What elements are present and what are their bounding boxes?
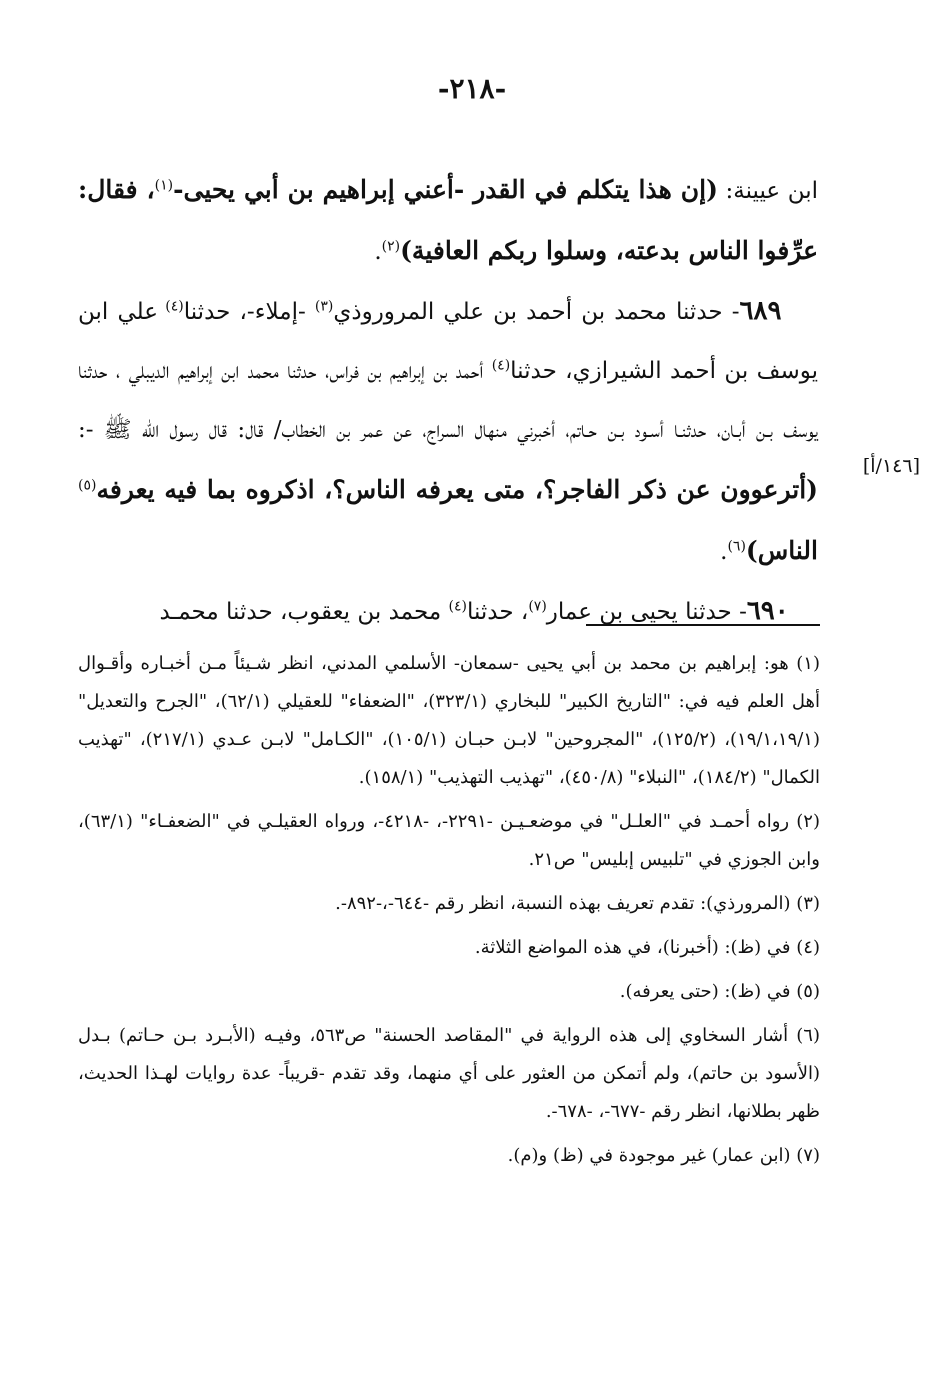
footnote-ref: (٤) [165,298,184,315]
footnote-item [78,645,820,797]
footnote-text: في (ظ): (حتى يعرفه). [619,981,791,1002]
footnote-text: (المرورذي): تقدم تعريف بهذه النسبة، انظر رقم -٦٤٤-،-٨٩٢-. [335,893,791,914]
footnote-separator [586,624,820,626]
quote-bold: (أترعوون عن ذكر الفاجر؟، متى يعرفه الناس؟، اذكروه بما فيه يعرفه [96,475,818,504]
footnotes [78,645,820,1181]
footnote-ref: (٤) [491,357,511,374]
footnote-item [78,803,820,879]
margin-folio-note: [١٤٦/أ] [862,455,920,477]
footnote-ref: (٥) [78,477,97,494]
footnote-item [78,1017,820,1131]
quote-bold: ، فقال: عرِّفوا الناس بدعته، وسلوا ربكم العافية) [78,175,818,265]
footnote-text: (ابن عمار) غير موجودة في (ظ) و(م). [507,1145,791,1166]
paragraph-690 [78,582,818,642]
footnote-ref: (٧) [528,598,547,615]
footnote-ref: (٣) [314,298,334,315]
paragraph-689 [78,282,818,582]
footnote-ref: (١) [154,177,174,194]
footnote-label: (٥) [796,981,820,1002]
footnote-label: (٢) [796,811,820,832]
text-run: - حدثنا محمد بن أحمد بن علي المروروذي [333,299,740,325]
quote-bold: الناس) [745,536,818,565]
text-run: . [720,539,728,565]
hadith-number: ٦٩٠ [746,596,789,626]
footnote-text: في (ظ): (أخبرنا)، في هذه المواضع الثلاثة. [474,937,791,958]
paragraph-1 [78,160,818,282]
footnote-label: (٤) [796,937,820,958]
footnote-text: هو: إبراهيم بن محمد بن أبي يحيى -سمعان- الأسلمي المدني، انظر شـيئاً مـن أخبـاره وأقـوال أهل العلم فيه في: "التاريخ الكبير" للبخاري (٣٢٣/١)، "الضعفاء" للعقيلي (٦٢/١)، "الجرح والتعديل" (١٩/١،١٩/١)، (١٢٥/٢)، "المجروحين" لابـن حبـان (١٠٥/١)، "الكـامل" لابـن عـدي (٢١٧/١)، "تهذيب الكمال" (١٨٤/٢)، "النبلاء" (٤٥٠/٨)، "تهذيب التهذيب" (١٥٨/١). [78,653,821,788]
text-run: -إملاء-، حدثنا [183,299,315,325]
footnote-text: رواه أحمـد في "العلـل" في موضعـيـن -٢٢٩١-، -٤٢١٨-، ورواه العقيلـي في "الضعفـاء" (٦٣/١)، وابن الجوزي في "تلبيس إبليس" ص٢١. [78,811,820,870]
footnote-label: (٧) [796,1145,820,1166]
footnote-item [78,929,820,967]
text-run: . [374,239,382,265]
footnote-label: (٦) [796,1025,820,1046]
text-run: أحمد بن إبراهيم بن فراس، حدثنا محمد ابن إبراهيم الديبلي ، حدثنا يوسف بـن أبـان، حدثنـا أسـود بـن حـاتم، أخبرني منهال السراج، عن عمر بن الخطاب/ قال: قال رسول الله ﷺ -: [78,358,818,443]
text-run: محمد بن يعقوب، حدثنا محمـد [159,599,449,625]
hadith-number: ٦٨٩ [739,296,782,326]
footnote-label: (١) [796,653,820,674]
footnote-item [78,973,820,1011]
text-run: - حدثنا يحيى بن عمار [546,599,747,625]
footnote-text: أشار السخاوي إلى هذه الرواية في "المقاصد الحسنة" ص٥٦٣، وفيـه (الأبـرد بـن حـاتم) بـدل (الأسود بن حاتم)، ولم أتمكن من العثور على أي منهما، وقد تقدم -قريباً- عدة روايات لهـذا الحديث، ظهر بطلانها، انظر رقم -٦٧٧-، -٦٧٨-. [78,1025,820,1122]
quote-bold: (إن هذا يتكلم في القدر -أعني إبراهيم بن أبي يحيى- [173,175,718,204]
footnote-item [78,1137,820,1175]
text-run: علي ابن يوسف بن أحمد الشيرازي، حدثنا [78,299,818,384]
footnote-item [78,885,820,923]
text-run: ابن عيينة: [717,178,818,204]
text-run: ، حدثنا [466,599,529,625]
main-text [78,160,818,642]
footnote-ref: (٦) [727,538,746,555]
footnote-label: (٣) [796,893,820,914]
footnote-ref: (٢) [381,238,401,255]
footnote-ref: (٤) [448,598,467,615]
page-number: -٢١٨- [437,72,507,105]
